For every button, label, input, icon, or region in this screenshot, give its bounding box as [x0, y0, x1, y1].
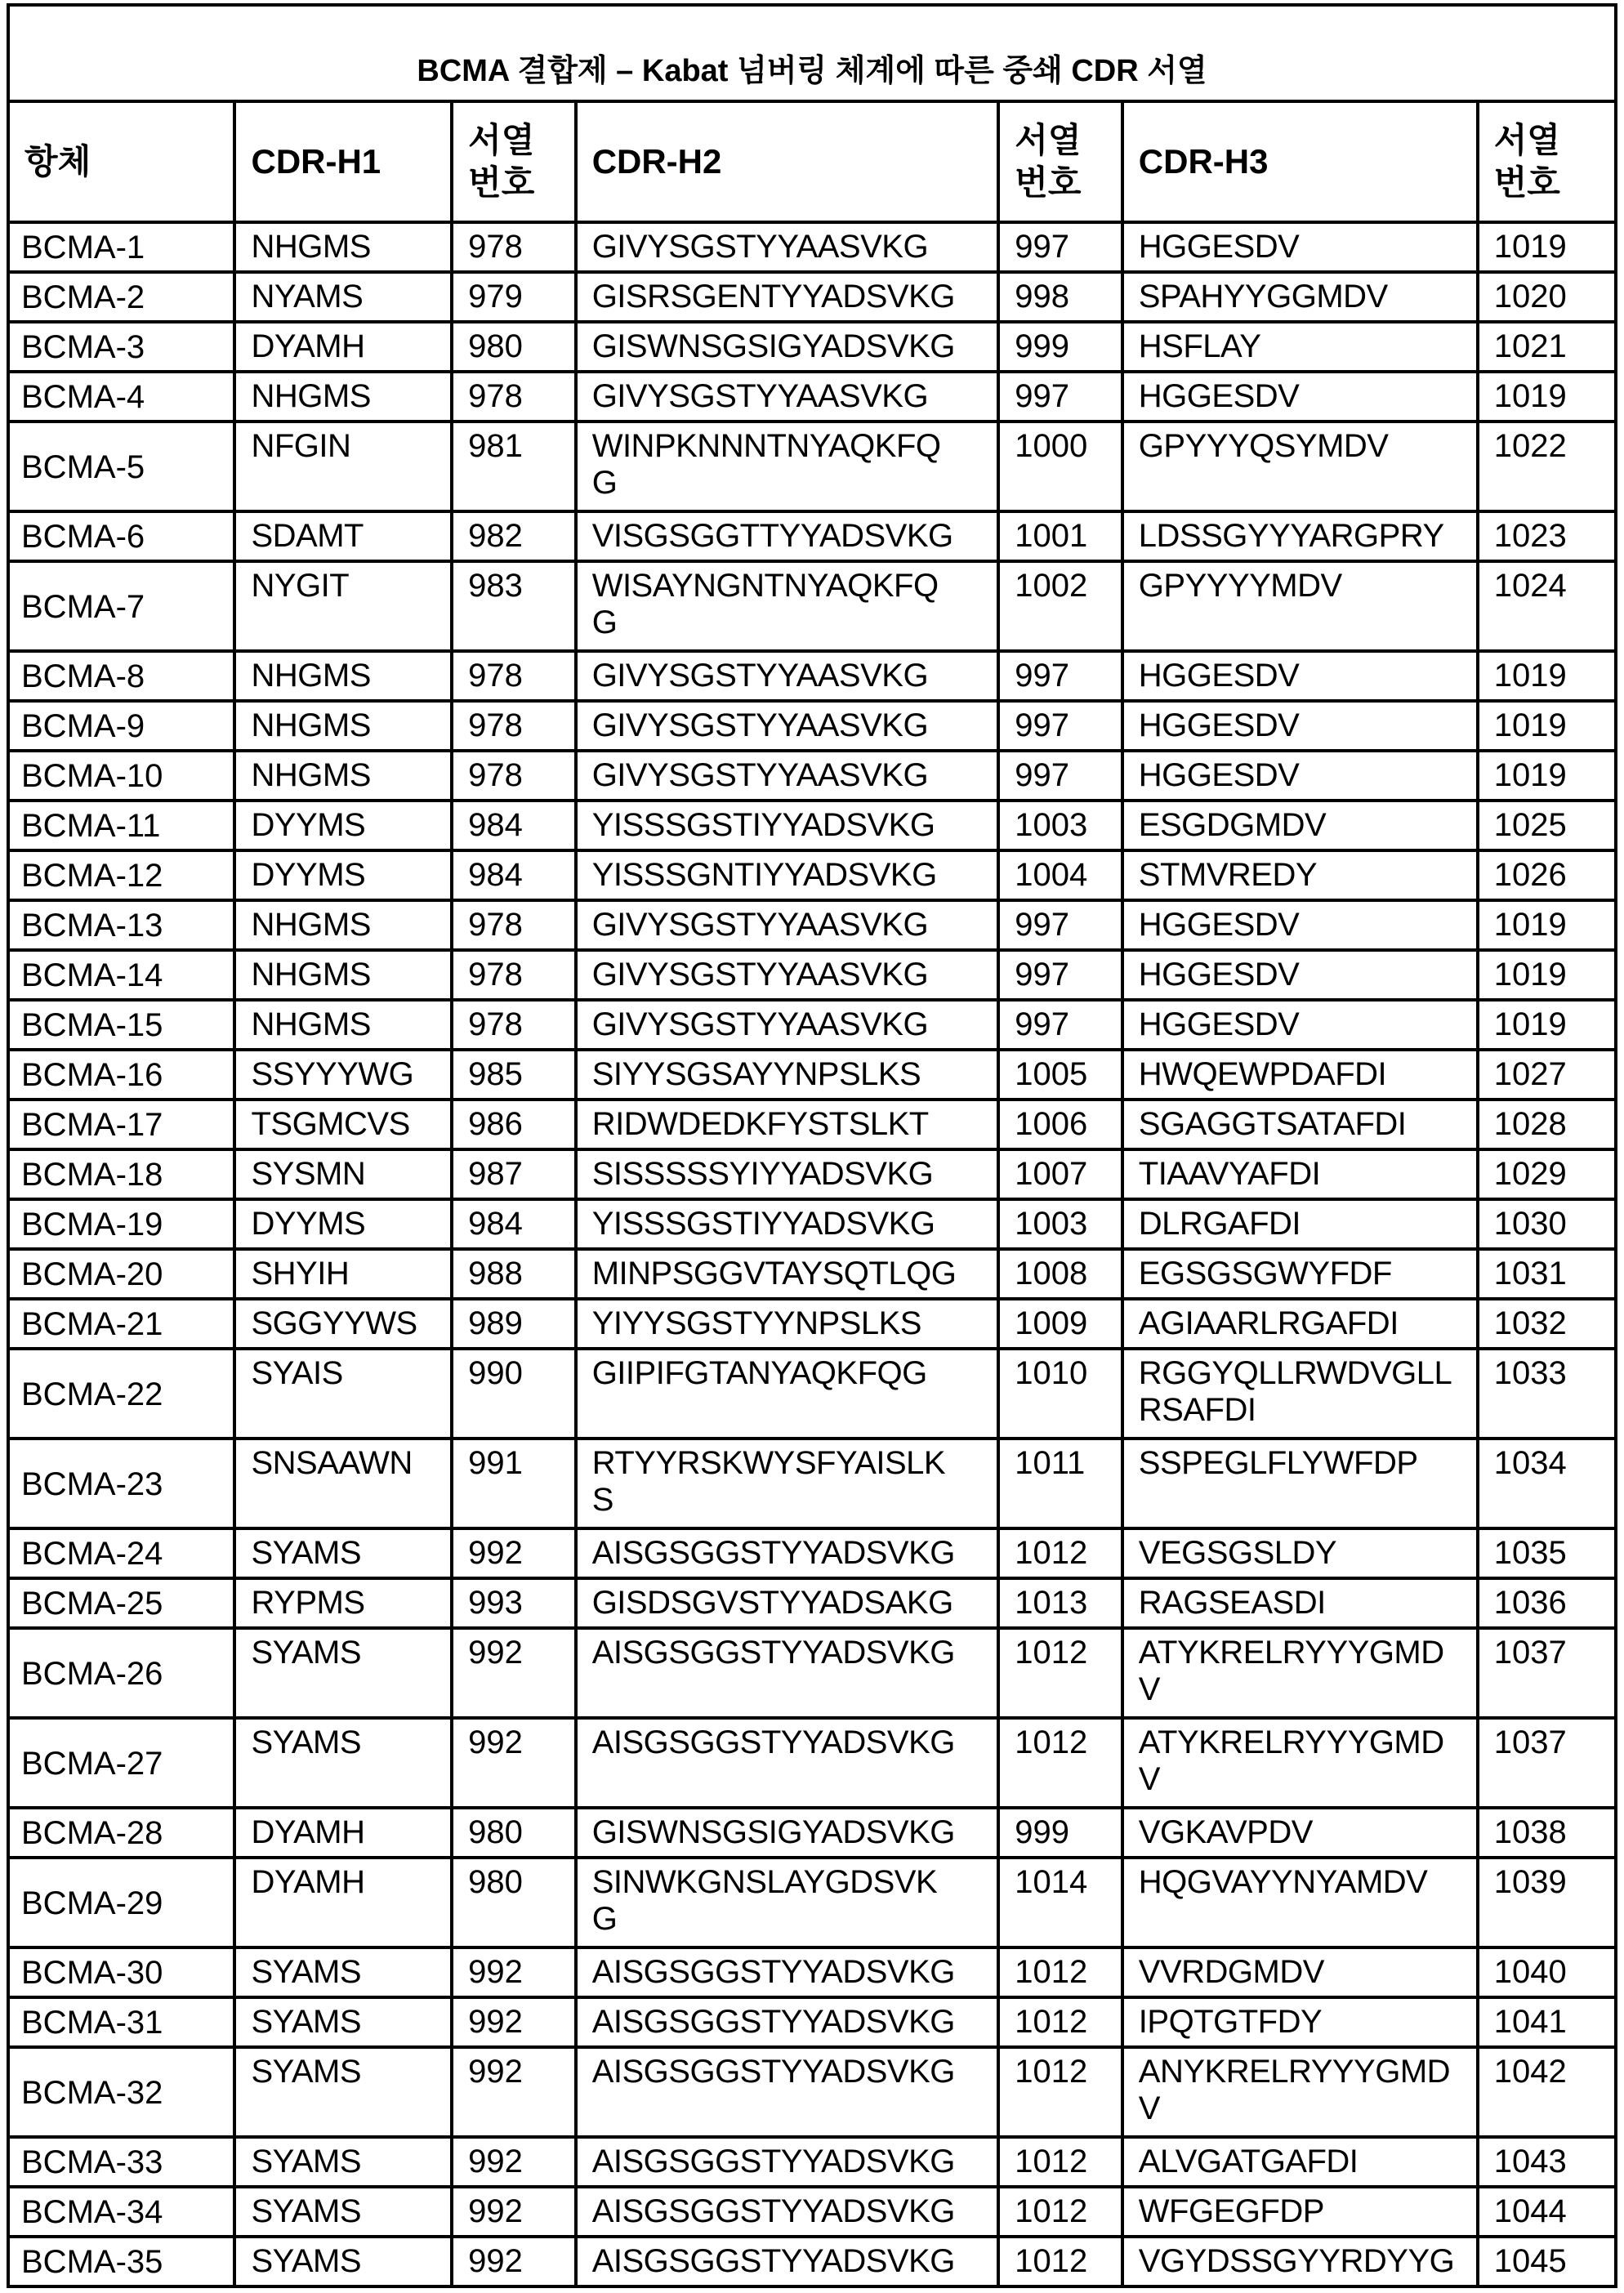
- cdr-h2-cell: WINPKNNNTNYAQKFQ G: [576, 422, 999, 511]
- cdr-h1-cell: NHGMS: [234, 372, 452, 422]
- seq-no-cell: 1035: [1478, 1528, 1616, 1578]
- cdr-h2-cell: GIVYSGSTYYAASVKG: [576, 900, 999, 950]
- seq-no-cell: 1019: [1478, 1000, 1616, 1050]
- cdr-h3-cell: VGKAVPDV: [1122, 1808, 1478, 1858]
- cdr-h3-cell: VGYDSSGYYRDYYG: [1122, 2237, 1478, 2286]
- seq-no-cell: 997: [998, 950, 1122, 1000]
- table-row: [8, 372, 1616, 422]
- seq-no-cell: 1038: [1478, 1808, 1616, 1858]
- seq-no-cell: 1019: [1478, 950, 1616, 1000]
- seq-no-cell: 1012: [998, 1528, 1122, 1578]
- cdr-h2-cell: GIIPIFGTANYAQKFQG: [576, 1349, 999, 1439]
- cdr-h3-cell: RGGYQLLRWDVGLL RSAFDI: [1122, 1349, 1478, 1439]
- cdr-h1-cell: NYGIT: [234, 561, 452, 651]
- cdr-h1-cell: NHGMS: [234, 1000, 452, 1050]
- cdr-h1-cell: SYAMS: [234, 1628, 452, 1718]
- seq-no-cell: 1045: [1478, 2237, 1616, 2286]
- seq-no-cell: 992: [452, 1997, 576, 2047]
- cdr-h1-cell: RYPMS: [234, 1578, 452, 1628]
- antibody-cell: BCMA-22: [8, 1349, 234, 1439]
- seq-no-cell: 1037: [1478, 1718, 1616, 1808]
- seq-no-cell: 991: [452, 1439, 576, 1528]
- cdr-h1-cell: NFGIN: [234, 422, 452, 511]
- header-seq-no-3: 서열 번호: [1478, 101, 1616, 222]
- cdr-h2-cell: GISDSGVSTYYADSAKG: [576, 1578, 999, 1628]
- cdr-h2-cell: GIVYSGSTYYAASVKG: [576, 751, 999, 801]
- antibody-cell: BCMA-8: [8, 651, 234, 701]
- cdr-h3-cell: SSPEGLFLYWFDP: [1122, 1439, 1478, 1528]
- cdr-h2-cell: YISSSGSTIYYADSVKG: [576, 801, 999, 850]
- table-row: [8, 1249, 1616, 1299]
- cdr-h2-cell: GISWNSGSIGYADSVKG: [576, 1808, 999, 1858]
- header-seq-no-2: 서열 번호: [998, 101, 1122, 222]
- cdr-h1-cell: SYAIS: [234, 1349, 452, 1439]
- cdr-h1-cell: SYAMS: [234, 1528, 452, 1578]
- seq-no-cell: 990: [452, 1349, 576, 1439]
- table-row: [8, 561, 1616, 651]
- antibody-cell: BCMA-34: [8, 2187, 234, 2237]
- antibody-cell: BCMA-9: [8, 701, 234, 751]
- seq-no-cell: 1036: [1478, 1578, 1616, 1628]
- seq-no-cell: 978: [452, 900, 576, 950]
- seq-no-cell: 984: [452, 1199, 576, 1249]
- cdr-h1-cell: SYAMS: [234, 1947, 452, 1997]
- cdr-h1-cell: NYAMS: [234, 272, 452, 322]
- seq-no-cell: 978: [452, 372, 576, 422]
- cdr-h3-cell: HGGESDV: [1122, 900, 1478, 950]
- table-row: [8, 322, 1616, 372]
- table-row: [8, 1718, 1616, 1808]
- header-cdr-h1: CDR-H1: [234, 101, 452, 222]
- seq-no-cell: 1012: [998, 2237, 1122, 2286]
- antibody-cell: BCMA-32: [8, 2047, 234, 2137]
- cdr-h2-cell: GIVYSGSTYYAASVKG: [576, 701, 999, 751]
- seq-no-cell: 1043: [1478, 2137, 1616, 2187]
- table-row: [8, 1050, 1616, 1100]
- cdr-h3-cell: ANYKRELRYYYGMD V: [1122, 2047, 1478, 2137]
- antibody-cell: BCMA-5: [8, 422, 234, 511]
- seq-no-cell: 978: [452, 751, 576, 801]
- seq-no-cell: 1024: [1478, 561, 1616, 651]
- cdr-h2-cell: AISGSGGSTYYADSVKG: [576, 1997, 999, 2047]
- antibody-cell: BCMA-17: [8, 1100, 234, 1149]
- cdr-h1-cell: SHYIH: [234, 1249, 452, 1299]
- title-row: [8, 5, 1616, 101]
- seq-no-cell: 1012: [998, 1718, 1122, 1808]
- cdr-h3-cell: HWQEWPDAFDI: [1122, 1050, 1478, 1100]
- table-row: [8, 2047, 1616, 2137]
- antibody-cell: BCMA-21: [8, 1299, 234, 1349]
- table-row: [8, 1947, 1616, 1997]
- seq-no-cell: 997: [998, 701, 1122, 751]
- cdr-h3-cell: DLRGAFDI: [1122, 1199, 1478, 1249]
- seq-no-cell: 1031: [1478, 1249, 1616, 1299]
- cdr-h2-cell: GIVYSGSTYYAASVKG: [576, 950, 999, 1000]
- cdr-h3-cell: GPYYYQSYMDV: [1122, 422, 1478, 511]
- cdr-h3-cell: ALVGATGAFDI: [1122, 2137, 1478, 2187]
- seq-no-cell: 989: [452, 1299, 576, 1349]
- antibody-cell: BCMA-3: [8, 322, 234, 372]
- table-row: [8, 1000, 1616, 1050]
- seq-no-cell: 992: [452, 1528, 576, 1578]
- antibody-cell: BCMA-35: [8, 2237, 234, 2286]
- antibody-cell: BCMA-24: [8, 1528, 234, 1578]
- cdr-h1-cell: NHGMS: [234, 751, 452, 801]
- seq-no-cell: 1030: [1478, 1199, 1616, 1249]
- table-row: [8, 751, 1616, 801]
- seq-no-cell: 997: [998, 1000, 1122, 1050]
- seq-no-cell: 1026: [1478, 850, 1616, 900]
- seq-no-cell: 984: [452, 850, 576, 900]
- seq-no-cell: 1041: [1478, 1997, 1616, 2047]
- seq-no-cell: 1022: [1478, 422, 1616, 511]
- seq-no-cell: 1034: [1478, 1439, 1616, 1528]
- seq-no-cell: 988: [452, 1249, 576, 1299]
- seq-no-cell: 1037: [1478, 1628, 1616, 1718]
- antibody-cell: BCMA-23: [8, 1439, 234, 1528]
- seq-no-cell: 1020: [1478, 272, 1616, 322]
- antibody-cell: BCMA-33: [8, 2137, 234, 2187]
- seq-no-cell: 1006: [998, 1100, 1122, 1149]
- seq-no-cell: 980: [452, 1858, 576, 1947]
- cdr-h1-cell: DYYMS: [234, 1199, 452, 1249]
- seq-no-cell: 978: [452, 651, 576, 701]
- cdr-h2-cell: AISGSGGSTYYADSVKG: [576, 1528, 999, 1578]
- seq-no-cell: 997: [998, 372, 1122, 422]
- seq-no-cell: 1032: [1478, 1299, 1616, 1349]
- table-row: [8, 651, 1616, 701]
- cdr-h3-cell: ESGDGMDV: [1122, 801, 1478, 850]
- seq-no-cell: 1003: [998, 801, 1122, 850]
- cdr-h2-cell: RTYYRSKWYSFYAISLK S: [576, 1439, 999, 1528]
- seq-no-cell: 978: [452, 222, 576, 272]
- cdr-h1-cell: DYAMH: [234, 1858, 452, 1947]
- cdr-h2-cell: GIVYSGSTYYAASVKG: [576, 651, 999, 701]
- table-row: [8, 1149, 1616, 1199]
- cdr-h2-cell: GIVYSGSTYYAASVKG: [576, 222, 999, 272]
- table-row: [8, 1349, 1616, 1439]
- cdr-table: [7, 3, 1617, 2288]
- seq-no-cell: 1011: [998, 1439, 1122, 1528]
- seq-no-cell: 1019: [1478, 751, 1616, 801]
- table-row: [8, 1439, 1616, 1528]
- cdr-h3-cell: WFGEGFDP: [1122, 2187, 1478, 2237]
- cdr-h3-cell: VVRDGMDV: [1122, 1947, 1478, 1997]
- table-row: [8, 850, 1616, 900]
- cdr-h2-cell: RIDWDEDKFYSTSLKT: [576, 1100, 999, 1149]
- seq-no-cell: 992: [452, 2137, 576, 2187]
- seq-no-cell: 1012: [998, 1628, 1122, 1718]
- seq-no-cell: 1009: [998, 1299, 1122, 1349]
- seq-no-cell: 992: [452, 2237, 576, 2286]
- seq-no-cell: 978: [452, 950, 576, 1000]
- cdr-h2-cell: WISAYNGNTNYAQKFQ G: [576, 561, 999, 651]
- seq-no-cell: 1021: [1478, 322, 1616, 372]
- cdr-h3-cell: HGGESDV: [1122, 950, 1478, 1000]
- cdr-h3-cell: SGAGGTSATAFDI: [1122, 1100, 1478, 1149]
- cdr-h1-cell: SSYYYWG: [234, 1050, 452, 1100]
- table-body: [8, 222, 1616, 2286]
- table-row: [8, 950, 1616, 1000]
- cdr-h2-cell: MINPSGGVTAYSQTLQG: [576, 1249, 999, 1299]
- cdr-h3-cell: HQGVAYYNYAMDV: [1122, 1858, 1478, 1947]
- cdr-h1-cell: NHGMS: [234, 950, 452, 1000]
- cdr-h1-cell: NHGMS: [234, 900, 452, 950]
- seq-no-cell: 1014: [998, 1858, 1122, 1947]
- table-row: [8, 1100, 1616, 1149]
- cdr-h3-cell: STMVREDY: [1122, 850, 1478, 900]
- cdr-h3-cell: ATYKRELRYYYGMD V: [1122, 1718, 1478, 1808]
- cdr-h2-cell: SISSSSSYIYYADSVKG: [576, 1149, 999, 1199]
- seq-no-cell: 1005: [998, 1050, 1122, 1100]
- cdr-h2-cell: GISWNSGSIGYADSVKG: [576, 322, 999, 372]
- seq-no-cell: 1019: [1478, 372, 1616, 422]
- cdr-h3-cell: HGGESDV: [1122, 1000, 1478, 1050]
- antibody-cell: BCMA-10: [8, 751, 234, 801]
- seq-no-cell: 1025: [1478, 801, 1616, 850]
- header-antibody: 항체: [8, 101, 234, 222]
- seq-no-cell: 992: [452, 2187, 576, 2237]
- cdr-h3-cell: TIAAVYAFDI: [1122, 1149, 1478, 1199]
- table-row: [8, 1528, 1616, 1578]
- title-cell: [8, 5, 1616, 101]
- antibody-cell: BCMA-6: [8, 511, 234, 561]
- cdr-h2-cell: AISGSGGSTYYADSVKG: [576, 2237, 999, 2286]
- cdr-h1-cell: SDAMT: [234, 511, 452, 561]
- header-row: [8, 101, 1616, 222]
- seq-no-cell: 997: [998, 900, 1122, 950]
- cdr-h1-cell: SYAMS: [234, 1997, 452, 2047]
- seq-no-cell: 1019: [1478, 701, 1616, 751]
- seq-no-cell: 1027: [1478, 1050, 1616, 1100]
- table-row: [8, 801, 1616, 850]
- seq-no-cell: 992: [452, 2047, 576, 2137]
- seq-no-cell: 1013: [998, 1578, 1122, 1628]
- cdr-h3-cell: SPAHYYGGMDV: [1122, 272, 1478, 322]
- seq-no-cell: 1019: [1478, 900, 1616, 950]
- table-row: [8, 1628, 1616, 1718]
- cdr-h2-cell: SIYYSGSAYYNPSLKS: [576, 1050, 999, 1100]
- cdr-h2-cell: AISGSGGSTYYADSVKG: [576, 1718, 999, 1808]
- cdr-h2-cell: SINWKGNSLAYGDSVK G: [576, 1858, 999, 1947]
- cdr-h3-cell: ATYKRELRYYYGMD V: [1122, 1628, 1478, 1718]
- cdr-h2-cell: AISGSGGSTYYADSVKG: [576, 1947, 999, 1997]
- table-row: [8, 701, 1616, 751]
- cdr-h3-cell: HGGESDV: [1122, 372, 1478, 422]
- cdr-h1-cell: NHGMS: [234, 651, 452, 701]
- seq-no-cell: 986: [452, 1100, 576, 1149]
- table-row: [8, 2237, 1616, 2286]
- antibody-cell: BCMA-12: [8, 850, 234, 900]
- seq-no-cell: 1019: [1478, 651, 1616, 701]
- seq-no-cell: 1010: [998, 1349, 1122, 1439]
- cdr-h3-cell: AGIAARLRGAFDI: [1122, 1299, 1478, 1349]
- table-row: [8, 272, 1616, 322]
- seq-no-cell: 1004: [998, 850, 1122, 900]
- table-row: [8, 222, 1616, 272]
- cdr-h2-cell: GIVYSGSTYYAASVKG: [576, 372, 999, 422]
- seq-no-cell: 992: [452, 1628, 576, 1718]
- seq-no-cell: 1007: [998, 1149, 1122, 1199]
- cdr-h3-cell: HGGESDV: [1122, 222, 1478, 272]
- seq-no-cell: 992: [452, 1718, 576, 1808]
- cdr-h3-cell: RAGSEASDI: [1122, 1578, 1478, 1628]
- table-row: [8, 422, 1616, 511]
- table-row: [8, 1578, 1616, 1628]
- seq-no-cell: 1012: [998, 1997, 1122, 2047]
- cdr-h1-cell: DYYMS: [234, 850, 452, 900]
- cdr-h1-cell: SNSAAWN: [234, 1439, 452, 1528]
- seq-no-cell: 1012: [998, 2047, 1122, 2137]
- cdr-h3-cell: GPYYYYMDV: [1122, 561, 1478, 651]
- cdr-h2-cell: AISGSGGSTYYADSVKG: [576, 2137, 999, 2187]
- seq-no-cell: 1029: [1478, 1149, 1616, 1199]
- seq-no-cell: 1002: [998, 561, 1122, 651]
- cdr-h1-cell: SYAMS: [234, 2137, 452, 2187]
- cdr-h1-cell: TSGMCVS: [234, 1100, 452, 1149]
- seq-no-cell: 1028: [1478, 1100, 1616, 1149]
- cdr-h1-cell: SYAMS: [234, 2047, 452, 2137]
- cdr-h3-cell: EGSGSGWYFDF: [1122, 1249, 1478, 1299]
- table-row: [8, 2137, 1616, 2187]
- seq-no-cell: 997: [998, 751, 1122, 801]
- cdr-h3-cell: HGGESDV: [1122, 701, 1478, 751]
- antibody-cell: BCMA-25: [8, 1578, 234, 1628]
- antibody-cell: BCMA-26: [8, 1628, 234, 1718]
- seq-no-cell: 978: [452, 701, 576, 751]
- seq-no-cell: 1019: [1478, 222, 1616, 272]
- seq-no-cell: 980: [452, 322, 576, 372]
- seq-no-cell: 1039: [1478, 1858, 1616, 1947]
- seq-no-cell: 1003: [998, 1199, 1122, 1249]
- seq-no-cell: 1001: [998, 511, 1122, 561]
- cdr-h3-cell: HGGESDV: [1122, 651, 1478, 701]
- cdr-h3-cell: VEGSGSLDY: [1122, 1528, 1478, 1578]
- seq-no-cell: 1044: [1478, 2187, 1616, 2237]
- antibody-cell: BCMA-4: [8, 372, 234, 422]
- header-cdr-h3: CDR-H3: [1122, 101, 1478, 222]
- antibody-cell: BCMA-18: [8, 1149, 234, 1199]
- cdr-h1-cell: SYAMS: [234, 2187, 452, 2237]
- seq-no-cell: 979: [452, 272, 576, 322]
- cdr-h1-cell: SYAMS: [234, 2237, 452, 2286]
- header-cdr-h2: CDR-H2: [576, 101, 999, 222]
- antibody-cell: BCMA-30: [8, 1947, 234, 1997]
- cdr-h2-cell: YIYYSGSTYYNPSLKS: [576, 1299, 999, 1349]
- cdr-h2-cell: VISGSGGTTYYADSVKG: [576, 511, 999, 561]
- header-seq-no-1: 서열 번호: [452, 101, 576, 222]
- antibody-cell: BCMA-13: [8, 900, 234, 950]
- antibody-cell: BCMA-11: [8, 801, 234, 850]
- cdr-h1-cell: SGGYYWS: [234, 1299, 452, 1349]
- antibody-cell: BCMA-19: [8, 1199, 234, 1249]
- antibody-cell: BCMA-16: [8, 1050, 234, 1100]
- seq-no-cell: 1033: [1478, 1349, 1616, 1439]
- cdr-h1-cell: DYYMS: [234, 801, 452, 850]
- seq-no-cell: 980: [452, 1808, 576, 1858]
- antibody-cell: BCMA-2: [8, 272, 234, 322]
- seq-no-cell: 1008: [998, 1249, 1122, 1299]
- cdr-h3-cell: LDSSGYYYARGPRY: [1122, 511, 1478, 561]
- seq-no-cell: 997: [998, 651, 1122, 701]
- seq-no-cell: 997: [998, 222, 1122, 272]
- cdr-h1-cell: SYSMN: [234, 1149, 452, 1199]
- seq-no-cell: 981: [452, 422, 576, 511]
- table-title: BCMA 결합제 – Kabat 넘버링 체계에 따른 중쇄 CDR 서열: [417, 54, 1207, 88]
- cdr-h2-cell: AISGSGGSTYYADSVKG: [576, 2047, 999, 2137]
- table-row: [8, 1808, 1616, 1858]
- cdr-h1-cell: NHGMS: [234, 701, 452, 751]
- cdr-h3-cell: HSFLAY: [1122, 322, 1478, 372]
- antibody-cell: BCMA-29: [8, 1858, 234, 1947]
- table-row: [8, 1299, 1616, 1349]
- antibody-cell: BCMA-14: [8, 950, 234, 1000]
- seq-no-cell: 999: [998, 322, 1122, 372]
- seq-no-cell: 987: [452, 1149, 576, 1199]
- table-row: [8, 1858, 1616, 1947]
- seq-no-cell: 1012: [998, 2137, 1122, 2187]
- antibody-cell: BCMA-31: [8, 1997, 234, 2047]
- seq-no-cell: 985: [452, 1050, 576, 1100]
- cdr-h1-cell: SYAMS: [234, 1718, 452, 1808]
- seq-no-cell: 982: [452, 511, 576, 561]
- table-row: [8, 1199, 1616, 1249]
- cdr-h2-cell: YISSSGNTIYYADSVKG: [576, 850, 999, 900]
- table-row: [8, 2187, 1616, 2237]
- cdr-h2-cell: GIVYSGSTYYAASVKG: [576, 1000, 999, 1050]
- seq-no-cell: 1040: [1478, 1947, 1616, 1997]
- cdr-h2-cell: AISGSGGSTYYADSVKG: [576, 2187, 999, 2237]
- antibody-cell: BCMA-1: [8, 222, 234, 272]
- seq-no-cell: 1000: [998, 422, 1122, 511]
- antibody-cell: BCMA-20: [8, 1249, 234, 1299]
- antibody-cell: BCMA-28: [8, 1808, 234, 1858]
- table-row: [8, 511, 1616, 561]
- seq-no-cell: 993: [452, 1578, 576, 1628]
- cdr-h2-cell: YISSSGSTIYYADSVKG: [576, 1199, 999, 1249]
- cdr-h3-cell: IPQTGTFDY: [1122, 1997, 1478, 2047]
- seq-no-cell: 984: [452, 801, 576, 850]
- seq-no-cell: 998: [998, 272, 1122, 322]
- seq-no-cell: 1012: [998, 1947, 1122, 1997]
- seq-no-cell: 992: [452, 1947, 576, 1997]
- cdr-h1-cell: NHGMS: [234, 222, 452, 272]
- seq-no-cell: 1012: [998, 2187, 1122, 2237]
- seq-no-cell: 999: [998, 1808, 1122, 1858]
- cdr-h1-cell: DYAMH: [234, 1808, 452, 1858]
- antibody-cell: BCMA-27: [8, 1718, 234, 1808]
- cdr-h3-cell: HGGESDV: [1122, 751, 1478, 801]
- antibody-cell: BCMA-7: [8, 561, 234, 651]
- table-row: [8, 900, 1616, 950]
- seq-no-cell: 983: [452, 561, 576, 651]
- seq-no-cell: 1023: [1478, 511, 1616, 561]
- table-row: [8, 1997, 1616, 2047]
- cdr-h2-cell: AISGSGGSTYYADSVKG: [576, 1628, 999, 1718]
- cdr-h1-cell: DYAMH: [234, 322, 452, 372]
- seq-no-cell: 1042: [1478, 2047, 1616, 2137]
- cdr-h2-cell: GISRSGENTYYADSVKG: [576, 272, 999, 322]
- antibody-cell: BCMA-15: [8, 1000, 234, 1050]
- seq-no-cell: 978: [452, 1000, 576, 1050]
